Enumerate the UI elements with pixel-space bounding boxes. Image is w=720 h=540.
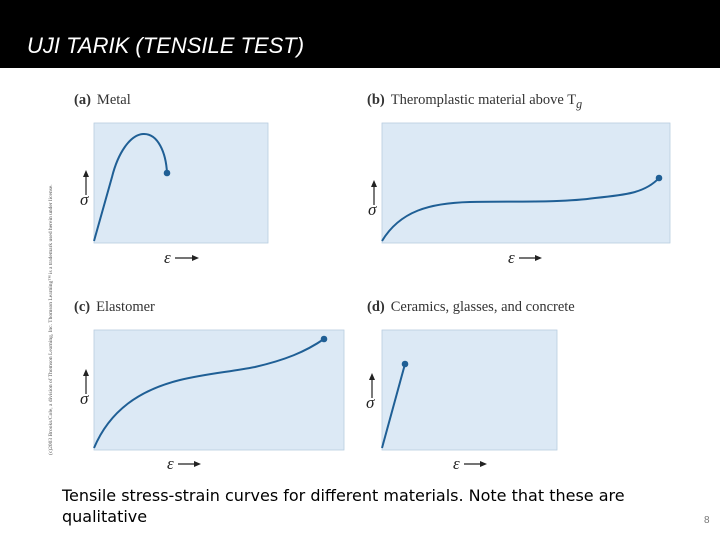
- panel-b-plot: [360, 115, 680, 275]
- panel-b-name: Theromplastic material above T: [390, 92, 577, 108]
- panel-b-label: [367, 92, 582, 112]
- panel-d-x-arrowhead: [480, 461, 487, 467]
- panel-a-fracture-point: [164, 170, 171, 177]
- panel-c-name: Elastomer: [96, 299, 155, 315]
- panel-d-fracture-point: [402, 361, 409, 368]
- panel-d-y-label: σ: [366, 393, 375, 412]
- panel-d-label: [367, 299, 575, 316]
- panel-d-background: [382, 330, 557, 450]
- panel-d-plot: [360, 322, 570, 482]
- slide-header: [0, 0, 720, 68]
- panel-b-y-arrowhead: [371, 180, 377, 187]
- panel-c-y-label: σ: [80, 389, 89, 408]
- panel-d-x-label: ε: [453, 454, 460, 473]
- panel-c-y-arrowhead: [83, 369, 89, 376]
- panel-b-background: [382, 123, 670, 243]
- panel-a-x-arrowhead: [192, 255, 199, 261]
- panel-b-name-sub: g: [576, 96, 583, 111]
- panel-c-x-label: ε: [167, 454, 174, 473]
- panel-a-background: [94, 123, 268, 243]
- panel-a-x-label: ε: [164, 248, 171, 267]
- panel-b-x-label: ε: [508, 248, 515, 267]
- panel-b-letter: (b): [367, 92, 385, 108]
- panel-a-label: [74, 92, 131, 109]
- panel-c-x-arrowhead: [194, 461, 201, 467]
- panel-b-y-label: σ: [368, 200, 377, 219]
- panel-c-plot: [60, 322, 350, 482]
- panel-a-plot: [60, 115, 280, 275]
- panel-a-letter: (a): [74, 92, 91, 108]
- panel-a-y-label: σ: [80, 190, 89, 209]
- panel-d-name: Ceramics, glasses, and concrete: [390, 299, 575, 315]
- panel-b-fracture-point: [656, 175, 663, 182]
- panel-a-name: Metal: [96, 92, 131, 108]
- panel-b-x-arrowhead: [535, 255, 542, 261]
- panel-d-letter: (d): [367, 299, 385, 315]
- panel-c-fracture-point: [321, 336, 328, 343]
- panel-d-y-arrowhead: [369, 373, 375, 380]
- slide-title: UJI TARIK (TENSILE TEST): [27, 33, 305, 58]
- copyright-note: (c)2003 Brooks/Cole, a division of Thomson Learning, Inc. Thomson Learning™ is a trademark used herein under license.: [48, 184, 54, 455]
- panel-c-background: [94, 330, 344, 450]
- panel-c-label: [74, 299, 155, 316]
- panel-c-letter: (c): [74, 299, 91, 315]
- panel-a-y-arrowhead: [83, 170, 89, 177]
- slide-caption: Tensile stress-strain curves for different materials. Note that these are qualitative: [62, 486, 625, 526]
- page-number: 8: [704, 515, 710, 526]
